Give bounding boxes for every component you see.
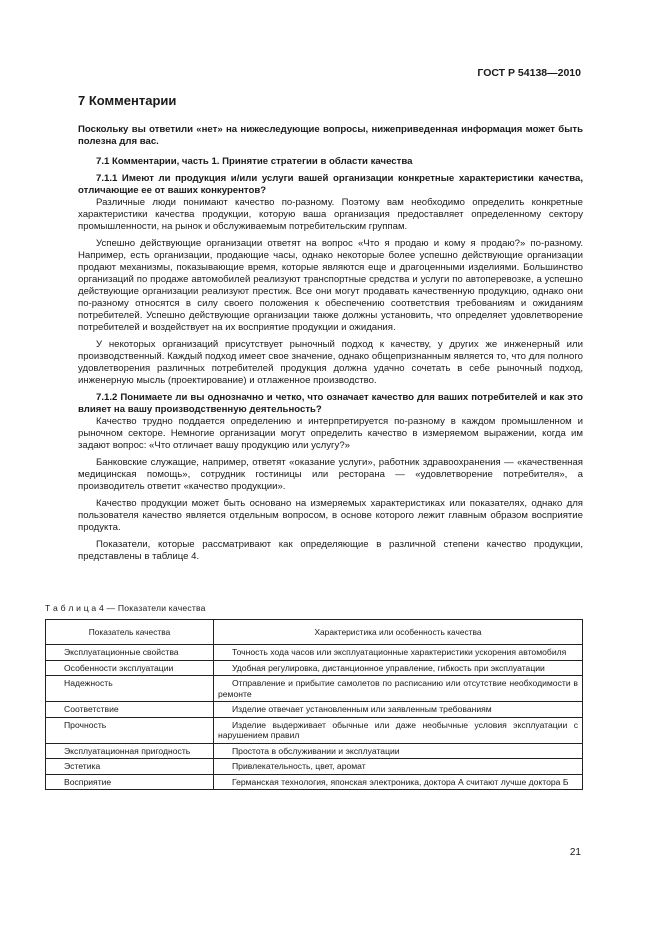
table-row	[46, 759, 583, 775]
table-header-row	[46, 620, 583, 645]
characteristic-cell: Германская технология, японская электроника, доктора А считают лучше доктора Б	[214, 774, 583, 790]
indicator-cell: Прочность	[46, 717, 214, 743]
table-row	[46, 645, 583, 661]
paragraph: Банковские служащие, например, ответят «оказание услуги», работник здравоохранения — «качественная медицинская помощь», сотрудник гостиницы или ресторана — «удовлетворение потребителя», а производитель ответит «качество продукции».	[78, 457, 583, 492]
characteristic-cell: Отправление и прибытие самолетов по расписанию или отсутствие необходимости в ремонте	[214, 676, 583, 702]
table-row	[46, 743, 583, 759]
table-row	[46, 660, 583, 676]
section-title: 7 Комментарии	[78, 93, 177, 108]
paragraph: Успешно действующие организации ответят на вопрос «Что я продаю и кому я продаю?» по-разному. Например, есть организации, продающие часы, однако некоторые более успешно действующие организации продают механизмы, показывающие время, которые являются еще и драгоценными изделиями. Большинство организаций по продаже автомобилей реализуют транспортные средства и услуги по автоперевозке, а успешно действующие организации реализуют престиж. Все они могут продавать качественную продукцию, однако они по-разному относятся в силу своего положения к обеспечению соответствия требованиям и ожиданиям потребителей. Успешно действующие организации также должны установить, что определяет удовлетворение потребителей и воздействует на их восприятие продукции и ожидания.	[78, 238, 583, 333]
indicator-cell: Восприятие	[46, 774, 214, 790]
table-caption: Т а б л и ц а 4 — Показатели качества	[45, 603, 206, 613]
characteristic-cell: Изделие отвечает установленным или заявленным требованиям	[214, 702, 583, 718]
intro-paragraph: Поскольку вы ответили «нет» на нижеследующие вопросы, нижеприведенная информация может быть полезна для вас.	[78, 124, 583, 147]
indicator-cell: Соответствие	[46, 702, 214, 718]
quality-indicators-table	[45, 619, 583, 790]
paragraph: Различные люди понимают качество по-разному. Поэтому вам необходимо определить конкретные характеристики качества продукции, которую ваша организация предоставляет определенному сектору промышленности, на рынок и обслуживаемым потребительским группам.	[78, 197, 583, 232]
column-header: Показатель качества	[46, 620, 214, 645]
table-row	[46, 676, 583, 702]
characteristic-cell: Простота в обслуживании и эксплуатации	[214, 743, 583, 759]
table-row	[46, 774, 583, 790]
characteristic-cell: Изделие выдерживает обычные или даже необычные условия эксплуатации с нарушением правил	[214, 717, 583, 743]
table-row	[46, 702, 583, 718]
indicator-cell: Эстетика	[46, 759, 214, 775]
characteristic-cell: Точность хода часов или эксплуатационные характеристики ускорения автомобиля	[214, 645, 583, 661]
paragraph: Качество трудно поддается определению и интерпретируется по-разному в каждом промышленном и рыночном секторе. Немногие организации могут определить качество в измеряемом выражении, когда им задают вопрос: «Что отличает вашу продукцию или услугу?»	[78, 416, 583, 451]
paragraph: У некоторых организаций присутствует рыночный подход к качеству, у других же инженерный или производственный. Каждый подход имеет свое значение, однако общепризнанным является то, что для полного удовлетворения различных потребителей продукция должна удачно сочетать в себе рыночный подход, инженерную мысль (проектирование) и отлаженное производство.	[78, 339, 583, 386]
characteristic-cell: Удобная регулировка, дистанционное управление, гибкость при эксплуатации	[214, 660, 583, 676]
question-7-1-1: 7.1.1 Имеют ли продукция и/или услуги вашей организации конкретные характеристики качества, отличающие ее от ваших конкурентов?	[78, 173, 583, 196]
indicator-cell: Надежность	[46, 676, 214, 702]
indicator-cell: Эксплуатационная пригодность	[46, 743, 214, 759]
subsection-heading-7-1: 7.1 Комментарии, часть 1. Принятие стратегии в области качества	[96, 156, 413, 167]
characteristic-cell: Привлекательность, цвет, аромат	[214, 759, 583, 775]
paragraph: Качество продукции может быть основано на измеряемых характеристиках или показателях, однако для пользователя качество является отдельным вопросом, в основе которого лежит главным образом восприятие продукта.	[78, 498, 583, 533]
column-header: Характеристика или особенность качества	[214, 620, 583, 645]
body-text	[78, 124, 583, 568]
paragraph: Показатели, которые рассматривают как определяющие в различной степени качество продукции, представлены в таблице 4.	[78, 539, 583, 562]
standard-number: ГОСТ Р 54138—2010	[477, 67, 581, 79]
indicator-cell: Особенности эксплуатации	[46, 660, 214, 676]
table-row	[46, 717, 583, 743]
indicator-cell: Эксплуатационные свойства	[46, 645, 214, 661]
page-number: 21	[569, 847, 581, 858]
question-7-1-2: 7.1.2 Понимаете ли вы однозначно и четко, что означает качество для ваших потребителей и как это влияет на вашу производственную деятельность?	[78, 392, 583, 415]
